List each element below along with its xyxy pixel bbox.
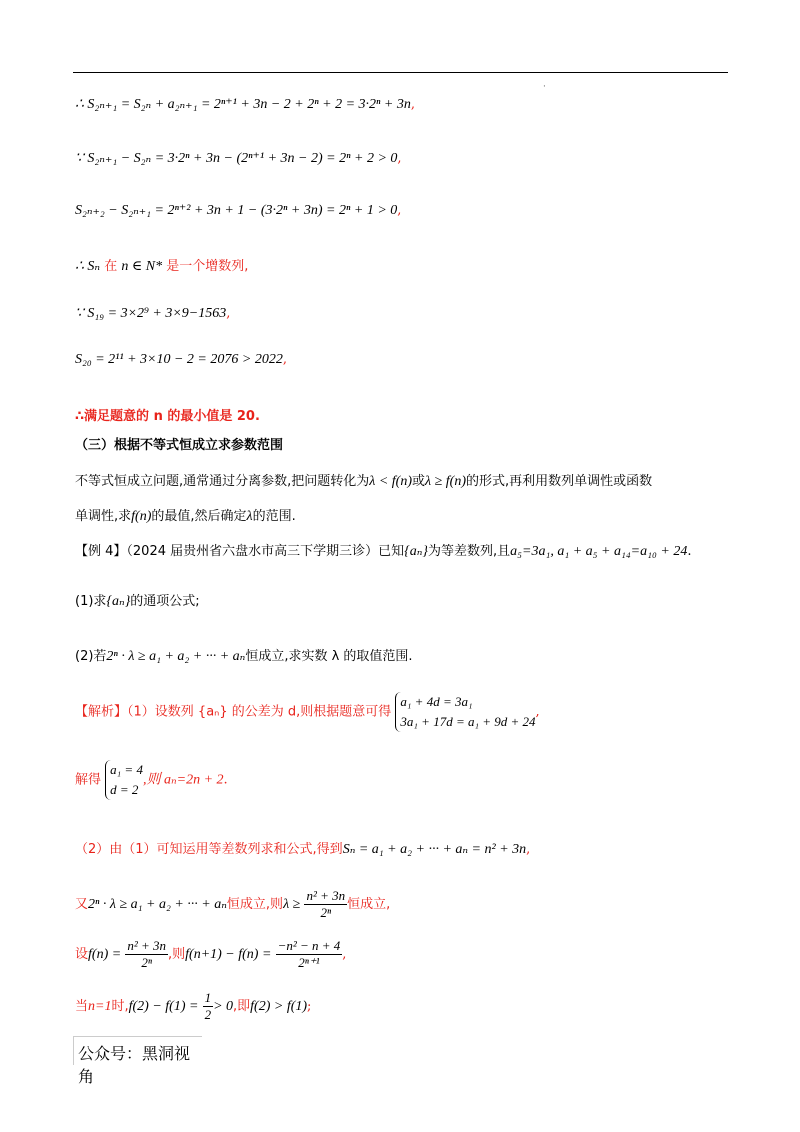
solution-line-6: [75, 990, 311, 1023]
text: ;: [307, 999, 312, 1014]
text: (1)求: [75, 594, 107, 609]
text: 为等差数列,且: [428, 544, 511, 559]
eq-text: λ: [246, 509, 253, 524]
equation-system-2: [105, 760, 143, 800]
question-2: [75, 645, 413, 665]
eq-text: a₅=3a₁, a₁ + a₅ + a₁₄=a₁₀ + 24: [510, 544, 688, 559]
text: 是一个增数列,: [166, 259, 249, 274]
text: （2）由（1）可知运用等差数列求和公式,得到: [75, 842, 343, 857]
numerator: n² + 3n: [306, 888, 346, 903]
example-label: 【例 4】: [75, 544, 127, 559]
eq-text: λ < f(n): [369, 474, 412, 489]
numerator: 1: [204, 990, 212, 1005]
text: 单调性,求: [75, 509, 132, 524]
eq-text: ∵ S₂ₙ₊₁ − S₂ₙ = 3·2ⁿ + 3n − (2ⁿ⁺¹ + 3n − 2) = 2ⁿ + 2 > 0: [75, 151, 398, 166]
watermark-text: 公众号：黑洞视角: [78, 1044, 191, 1086]
denominator: 2ⁿ: [141, 955, 152, 970]
eq-text: {aₙ}: [106, 594, 131, 609]
denominator: 2ⁿ⁺¹: [298, 955, 320, 970]
text: （1）设数列 {aₙ} 的公差为 d,则根据题意可得: [127, 704, 392, 720]
denominator: 2: [204, 1007, 212, 1022]
paragraph-line-1: [75, 470, 652, 490]
text: 设: [75, 947, 89, 962]
eq-text: f(2) > f(1): [250, 999, 308, 1014]
text: 当: [75, 999, 89, 1014]
fraction: [203, 990, 214, 1023]
eq-text: n=1: [88, 999, 112, 1014]
solution-line-1: 【解析】（1）设数列 {aₙ} 的公差为 d,则根据题意可得 a₁ + 4d = 3a₁ 3a₁ + 17d = a₁ + 9d + 24 ,: [75, 692, 540, 732]
eq-text: Sₙ = a₁ + a₂ + ··· + aₙ = n² + 3n: [342, 842, 527, 857]
eq-text: λ ≥: [283, 897, 301, 912]
solution-line-2: 解得 a₁ = 4 d = 2 ,则 aₙ=2n + 2.: [75, 760, 228, 800]
eq-line-6: S₂₀ = 2¹¹ + 3×10 − 2 = 2076 > 2022,: [75, 352, 287, 367]
eq-text: ∴ S₂ₙ₊₁ = S₂ₙ + a₂ₙ₊₁ = 2ⁿ⁺¹ + 3n − 2 + 2ⁿ + 2 = 3·2ⁿ + 3n: [75, 97, 411, 112]
equation-system-1: [395, 692, 535, 732]
eq-line-3: S₂ₙ₊₂ − S₂ₙ₊₁ = 2ⁿ⁺² + 3n + 1 − (3·2ⁿ + 3n) = 2ⁿ + 1 > 0,: [75, 203, 402, 218]
eq-text: > 0: [213, 999, 234, 1014]
eq-text: f(n+1) − f(n) =: [185, 947, 272, 962]
text: ,则: [168, 947, 186, 962]
eq-line-4: [75, 255, 248, 275]
text: 又: [75, 897, 89, 912]
text: 恒成立,则: [226, 897, 284, 912]
header-dot: ·: [543, 82, 546, 92]
eq-text: ∵ S₁₉ = 3×2⁹ + 3×9−1563: [75, 306, 227, 321]
denominator: 2ⁿ: [320, 905, 332, 920]
eq-text: S₂ₙ₊₂ − S₂ₙ₊₁ = 2ⁿ⁺² + 3n + 1 − (3·2ⁿ + 3n) = 2ⁿ + 1 > 0: [75, 203, 398, 218]
eq-text: ∴ Sₙ: [75, 259, 101, 274]
text: 在: [104, 259, 118, 274]
text: 的范围.: [252, 509, 296, 524]
numerator: n² + 3n: [127, 938, 166, 953]
text: 恒成立,: [347, 897, 391, 912]
eq-text: {aₙ}: [404, 544, 428, 559]
watermark: [73, 1036, 202, 1086]
text: 时,: [111, 999, 129, 1014]
eq-text: 2ⁿ · λ ≥ a₁ + a₂ + ··· + aₙ: [88, 897, 227, 912]
fraction: [276, 938, 343, 971]
section-heading: （三）根据不等式恒成立求参数范围: [75, 438, 284, 453]
text: (2)若: [75, 649, 107, 664]
eq-text: 3a₁ + 17d = a₁ + 9d + 24: [400, 714, 536, 729]
solution-line-5: 设f(n) = $\frac{\text{n² + 3n}}{\text{2ⁿ}}$ ,则f(n+1) − f(n) = $\frac{\text{−n² − n + 4}}{\text{2ⁿ⁺¹}}$ ,: [75, 938, 347, 970]
eq-line-1: ∴ S₂ₙ₊₁ = S₂ₙ + a₂ₙ₊₁ = 2ⁿ⁺¹ + 3n − 2 + 2ⁿ + 2 = 3·2ⁿ + 3n,: [75, 97, 416, 112]
fraction: [125, 938, 168, 971]
text: 不等式恒成立问题,通常通过分离参数,把问题转化为: [75, 474, 370, 489]
eq-text: d = 2: [110, 782, 139, 797]
eq-text: 2ⁿ · λ ≥ a₁ + a₂ + ··· + aₙ: [106, 649, 246, 664]
eq-text: f(n) =: [88, 947, 122, 962]
conclusion: ∴满足题意的 n 的最小值是 20.: [75, 409, 260, 424]
eq-text: f(2) − f(1) =: [128, 999, 199, 1014]
eq-text: a₁ + 4d = 3a₁: [400, 694, 473, 709]
text: 解得: [75, 772, 102, 788]
eq-text: ,则 aₙ=2n + 2: [142, 772, 224, 788]
eq-text: n ∈ N*: [121, 259, 163, 274]
numerator: −n² − n + 4: [277, 938, 341, 953]
question-1: [75, 590, 200, 610]
text: 的最值,然后确定: [151, 509, 247, 524]
eq-line-2: ∵ S₂ₙ₊₁ − S₂ₙ = 3·2ⁿ + 3n − (2ⁿ⁺¹ + 3n − 2) = 2ⁿ + 2 > 0,: [75, 151, 402, 166]
text: 或: [412, 474, 426, 489]
eq-text: λ ≥ f(n): [425, 474, 466, 489]
example-line: 【例 4】（2024 届贵州省六盘水市高三下学期三诊）已知{aₙ}为等差数列,且a₅=3a₁, a₁ + a₅ + a₁₄=a₁₀ + 24.: [75, 544, 692, 559]
text: 恒成立,求实数 λ 的取值范围.: [245, 649, 413, 664]
solution-label: 【解析】: [75, 704, 128, 720]
text: （2024 届贵州省六盘水市高三下学期三诊）已知: [126, 544, 405, 559]
solution-line-4: [75, 888, 390, 921]
fraction: [304, 888, 347, 921]
text: ,即: [233, 999, 251, 1014]
header-rule: [73, 72, 728, 73]
paragraph-line-2: [75, 505, 296, 525]
text: 的形式,再利用数列单调性或函数: [465, 474, 653, 489]
solution-line-3: （2）由（1）可知运用等差数列求和公式,得到Sₙ = a₁ + a₂ + ··· + aₙ = n² + 3n,: [75, 842, 531, 857]
eq-text: a₁ = 4: [110, 762, 143, 777]
eq-text: f(n): [131, 509, 152, 524]
eq-text: S₂₀ = 2¹¹ + 3×10 − 2 = 2076 > 2022: [75, 352, 283, 367]
text: 的通项公式;: [130, 594, 200, 609]
eq-line-5: ∵ S₁₉ = 3×2⁹ + 3×9−1563,: [75, 306, 231, 321]
